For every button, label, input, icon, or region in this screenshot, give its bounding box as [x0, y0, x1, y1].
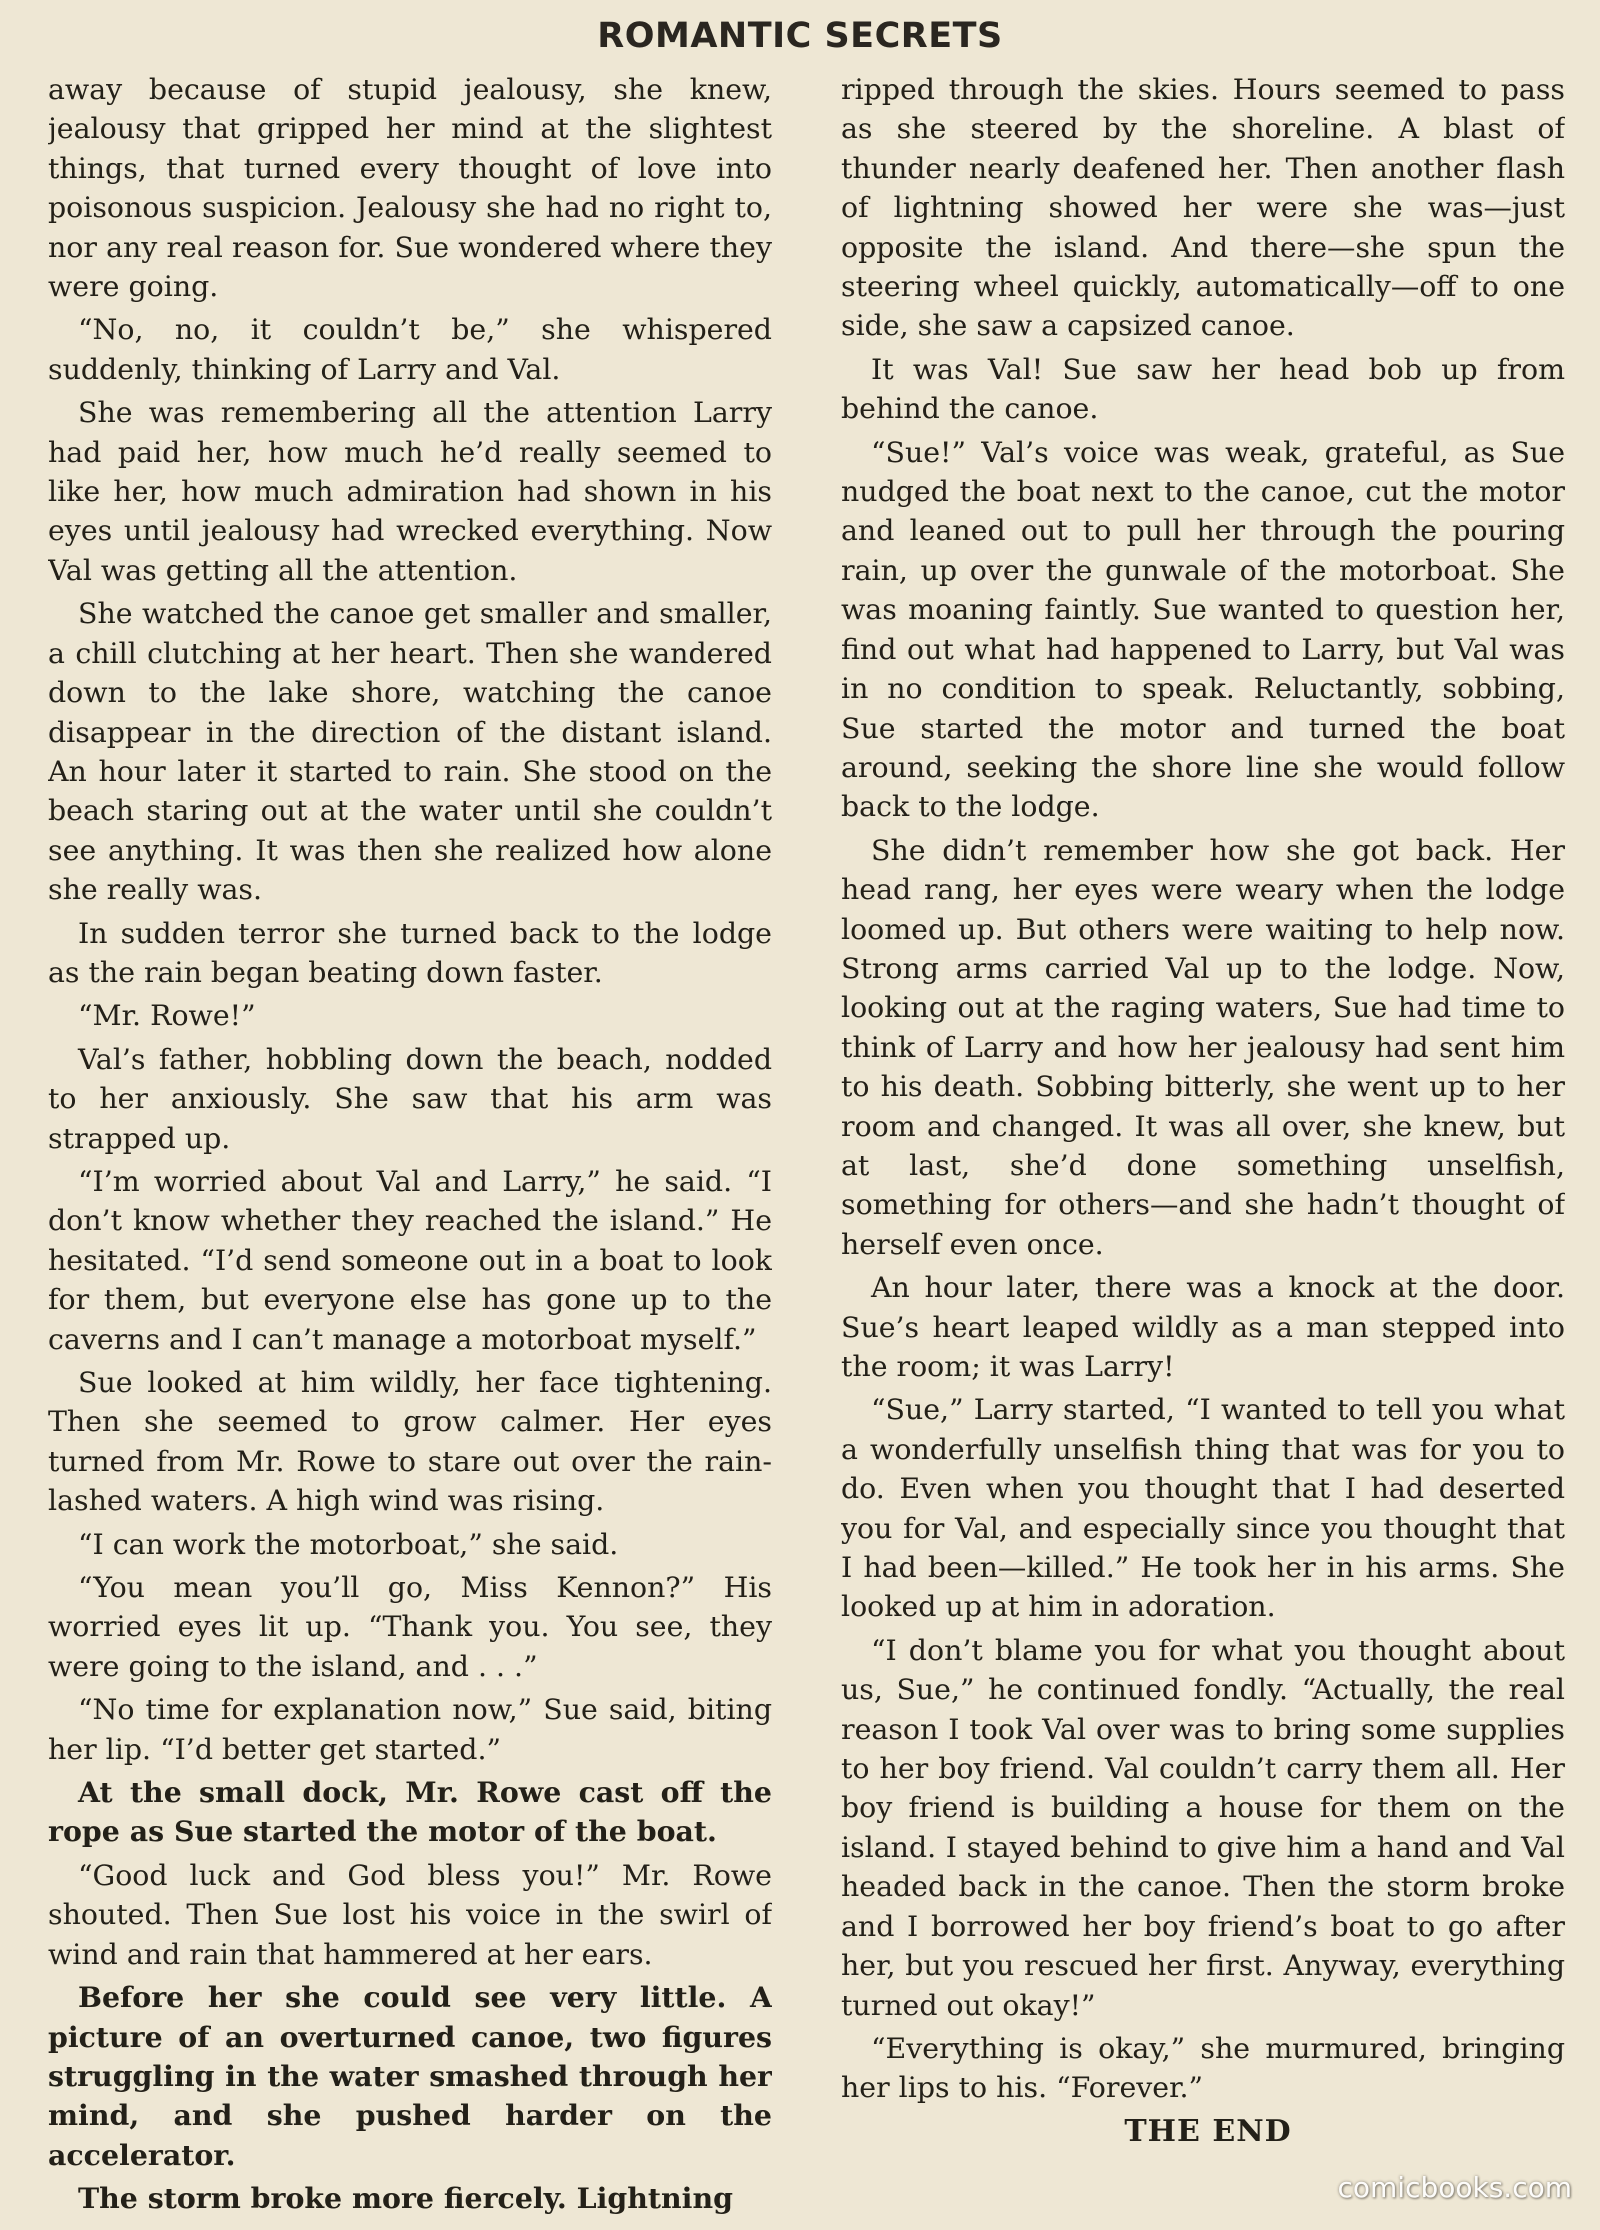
- story-paragraph: “I’m worried about Val and Larry,” he said. “I don’t know whether they reached the island.” He hesitated. “I’d send someone out in a boat to look for them, but everyone else has gone up to the caverns and I can’t manage a motorboat myself.”: [48, 1164, 772, 1356]
- story-column-left: [48, 70, 772, 2220]
- story-paragraph: Val’s father, hobbling down the beach, nodded to her anxiously. She saw that his arm was strapped up.: [48, 1042, 772, 1155]
- story-paragraph: “You mean you’ll go, Miss Kennon?” His worried eyes lit up. “Thank you. You see, they were going to the island, and . . .”: [48, 1571, 772, 1683]
- story-paragraph: “Everything is okay,” she murmured, bringing her lips to his. “Forever.”: [841, 2031, 1565, 2105]
- story-paragraph: She watched the canoe get smaller and smaller, a chill clutching at her heart. Then she wandered down to the lake shore, watching the canoe disappear in the direction of the distant island. An hour later it started to rain. She stood on the beach staring out at the water until she couldn’t see anything. It was then she realized how alone she really was.: [48, 597, 772, 907]
- story-paragraph: “I can work the motorboat,” she said.: [78, 1527, 619, 1561]
- story-paragraph: It was Val! Sue saw her head bob up from behind the canoe.: [841, 352, 1565, 426]
- story-column-right: [841, 70, 1565, 2220]
- story-paragraph: “No, no, it couldn’t be,” she whispered suddenly, thinking of Larry and Val.: [48, 313, 772, 386]
- story-paragraph: “Sue!” Val’s voice was weak, grateful, as Sue nudged the boat next to the canoe, cut the motor and leaned out to pull her through the pouring rain, up over the gunwale of the motorboat. She was moaning faintly. Sue wanted to question her, find out what had happened to Larry, but Val was in no condition to speak. Reluctantly, sobbing, Sue started the motor and turned the boat around, seeking the shore line she would follow back to the lodge.: [841, 435, 1565, 824]
- story-paragraph: “Sue,” Larry started, “I wanted to tell you what a wonderfully unselfish thing that was for you to do. Even when you thought that I had deserted you for Val, and especially since you thought that I had been—killed.” He took her in his arms. She looked up at him in adoration.: [841, 1393, 1565, 1624]
- story-paragraph: “Mr. Rowe!”: [78, 999, 256, 1033]
- story-paragraph: At the small dock, Mr. Rowe cast off the rope as Sue started the motor of the boat.: [48, 1775, 772, 1849]
- story-paragraph: She was remembering all the attention Larry had paid her, how much he’d really seemed to like her, how much admiration had shown in his eyes until jealousy had wrecked everything. Now Val was getting all the attention.: [48, 396, 772, 587]
- story-paragraph: Sue looked at him wildly, her face tightening. Then she seemed to grow calmer. Her eyes turned from Mr. Rowe to stare out over the rain-lashed waters. A high wind was rising.: [48, 1366, 772, 1518]
- site-watermark: comicbooks.com: [1337, 2171, 1572, 2204]
- story-paragraph: away because of stupid jealousy, she knew, jealousy that gripped her mind at the slightest things, that turned every thought of love into poisonous suspicion. Jealousy she had no right to, nor any real reason for. Sue wondered where they were going.: [48, 73, 772, 304]
- story-paragraph: “I don’t blame you for what you thought about us, Sue,” he continued fondly. “Actually, the real reason I took Val over was to bring some supplies to her boy friend. Val couldn’t carry them all. Her boy friend is building a house for them on the island. I stayed behind to give him a hand and Val headed back in the canoe. Then the storm broke and I borrowed her boy friend’s boat to go after her, but you rescued her first. Anyway, everything turned out okay!”: [841, 1633, 1565, 2022]
- story-paragraph: An hour later, there was a knock at the door. Sue’s heart leaped wildly as a man stepped into the room; it was Larry!: [841, 1271, 1565, 1383]
- page-title: ROMANTIC SECRETS: [597, 16, 1003, 56]
- story-paragraph: She didn’t remember how she got back. Her head rang, her eyes were weary when the lodge loomed up. But others were waiting to help now. Strong arms carried Val up to the lodge. Now, looking out at the raging waters, Sue had time to think of Larry and how her jealousy had sent him to his death. Sobbing bitterly, she went up to her room and changed. It was all over, she knew, but at last, she’d done something unselfish, something for others—and she hadn’t thought of herself even once.: [841, 833, 1565, 1261]
- story-paragraph: “Good luck and God bless you!” Mr. Rowe shouted. Then Sue lost his voice in the swirl of wind and rain that hammered at her ears.: [48, 1858, 772, 1971]
- story-paragraph: ripped through the skies. Hours seemed to pass as she steered by the shoreline. A blast of thunder nearly deafened her. Then another flash of lightning showed her were she was—just opposite the island. And there—she spun the steering wheel quickly, automatically—off to one side, she saw a capsized canoe.: [841, 73, 1565, 343]
- story-paragraph: “No time for explanation now,” Sue said, biting her lip. “I’d better get started.”: [48, 1693, 772, 1766]
- story-paragraph: Before her she could see very little. A picture of an overturned canoe, two figures struggling in the water smashed through her mind, and she pushed harder on the accelerator.: [48, 1980, 772, 2172]
- story-paragraph: The storm broke more fiercely. Lightning: [78, 2181, 733, 2216]
- story-paragraph: In sudden terror she turned back to the lodge as the rain began beating down faster.: [48, 916, 772, 989]
- the-end-label: THE END: [1124, 2113, 1292, 2149]
